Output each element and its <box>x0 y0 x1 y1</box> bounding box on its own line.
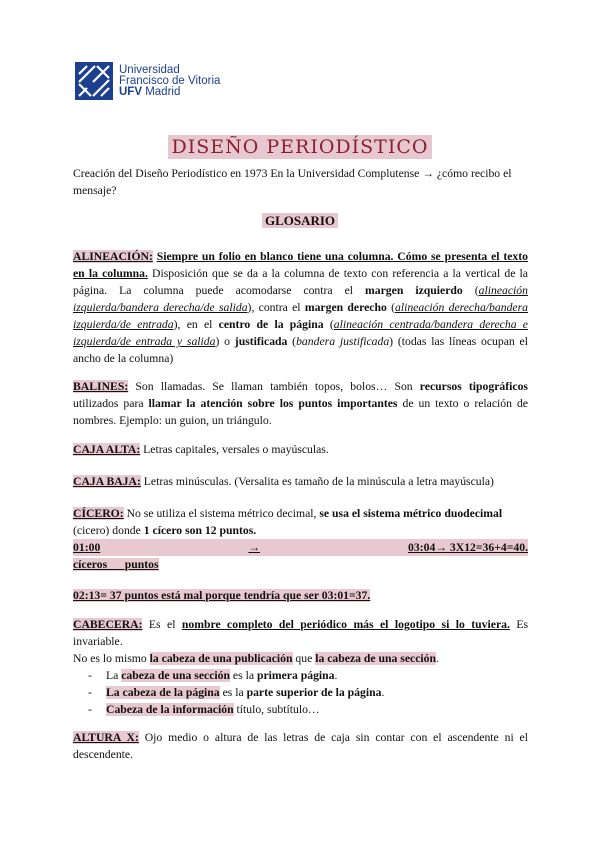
item0-a: La <box>106 669 122 682</box>
alineacion-der: margen derecho <box>304 301 387 314</box>
term-caja-alta: CAJA ALTA: <box>73 443 141 456</box>
balines-b1: recursos tipográficos <box>419 380 528 393</box>
item1-b: La cabeza de la página <box>106 686 220 699</box>
alineacion-p2: ), contra el <box>247 301 305 314</box>
cabecera-l2d: la cabeza de una sección <box>315 652 436 665</box>
dash-bullet: - <box>88 686 92 699</box>
caja-baja-text: Letras minúsculas. (Versalita es tamaño de la minúscula a letra mayúscula) <box>140 475 494 488</box>
cicero-eq-b: : <box>84 541 89 554</box>
entry-caja-alta <box>73 441 528 458</box>
logo-wordmark <box>119 65 220 98</box>
alineacion-p3: ( <box>386 301 395 314</box>
entry-balines <box>73 378 528 429</box>
cicero-eq-d: 03:04→ 3X12=36+4=40. <box>408 541 528 554</box>
entry-caja-baja <box>73 473 528 490</box>
list-item <box>88 701 528 718</box>
item0-c: es la <box>230 669 257 682</box>
balines-t2: utilizados para <box>73 397 149 410</box>
entry-altura-x <box>73 729 528 763</box>
item2-b: Cabeza de la información <box>106 703 234 716</box>
list-item <box>88 667 528 684</box>
caja-alta-text: Letras capitales, versales o mayúsculas. <box>140 443 329 456</box>
cicero-eq-units: cíceros puntos <box>73 558 159 571</box>
item1-d: parte superior de la página <box>246 686 382 699</box>
alineacion-izq-alt: alineación izquierda/bandera derecha/de salida <box>73 284 528 314</box>
cabecera-l2b: la cabeza de una publicación <box>149 652 293 665</box>
cicero-equation <box>73 539 528 556</box>
intro-paragraph: Creación del Diseño Periodístico en 1973 En la Universidad Complutense → ¿cómo recibo el mensaje? <box>73 167 512 197</box>
alineacion-cen-alt: alineación centrada/bandera derecha e izquierda/de entrada y salida <box>73 318 528 348</box>
dash-bullet: - <box>88 703 92 716</box>
alineacion-p8: ) (todas las líneas ocupan el ancho de la columna) <box>73 335 528 365</box>
alineacion-jus-alt: bandera justificada <box>296 335 390 348</box>
cicero-t2: (cicero) donde <box>73 524 144 537</box>
alineacion-der-alt: alineación derecha/bandera izquierda/de entrada <box>73 301 529 331</box>
logo-madrid: Madrid <box>142 85 181 98</box>
cabecera-t1: Es el <box>142 618 182 631</box>
ufv-logo-icon <box>75 62 113 100</box>
logo-line-1: Universidad <box>119 63 180 76</box>
cicero-b2: 1 cícero son 12 puntos. <box>143 524 257 537</box>
alineacion-p6: ) o <box>215 335 235 348</box>
university-logo <box>75 62 220 100</box>
balines-b2: llamar la atención sobre los puntos importantes <box>148 397 398 410</box>
cicero-eq-a: 01 <box>73 541 85 554</box>
alineacion-p1: ( <box>462 284 479 297</box>
item0-b: cabeza de una sección <box>121 669 230 682</box>
item1-c: es la <box>219 686 247 699</box>
logo-line-2: Francisco de Vitoria <box>119 74 221 87</box>
glossary-heading: GLOSARIO <box>262 213 338 228</box>
entry-cabecera <box>73 616 528 667</box>
cabecera-l2a: No es lo mismo <box>73 652 150 665</box>
item0-d: primera página <box>256 669 335 682</box>
cicero-eq-c: 00 <box>88 541 101 554</box>
item2-c: título, subtítulo… <box>233 703 320 716</box>
cabecera-t2: Es invariable. <box>73 618 529 648</box>
list-item <box>88 684 528 701</box>
cicero-b1: se usa el sistema métrico duodecimal <box>319 507 503 520</box>
alineacion-definition-bold: Siempre un folio en blanco tiene una columna. Cómo se presenta el texto en la columna. <box>73 250 528 280</box>
entry-cicero <box>73 505 528 604</box>
alineacion-p5: ( <box>323 318 334 331</box>
alineacion-text: Disposición que se da a la columna de texto con referencia a la vertical de la página. La columna puede acomodarse contra el <box>73 267 528 297</box>
cicero-t1: No se utiliza el sistema métrico decimal, <box>123 507 320 520</box>
balines-t1: Son llamadas. Se llaman también topos, bolos… Son <box>128 380 420 393</box>
cabecera-list <box>88 667 528 718</box>
logo-ufv: UFV <box>119 85 142 98</box>
term-altura-x: ALTURA X: <box>73 731 139 744</box>
page-title: DISEÑO PERIODÍSTICO <box>168 135 433 159</box>
cicero-note: 02:13= 37 puntos está mal porque tendría que ser 03:01=37. <box>73 589 371 602</box>
item0-e: . <box>334 669 338 682</box>
arrow-icon: → <box>248 541 260 554</box>
cabecera-l2c: que <box>292 652 316 665</box>
item1-e: . <box>381 686 385 699</box>
alineacion-izq: margen izquierdo <box>365 284 463 297</box>
term-caja-baja: CAJA BAJA: <box>73 475 141 488</box>
cabecera-l2e: . <box>435 652 439 665</box>
term-cabecera: CABECERA: <box>73 618 143 631</box>
balines-t3: de un texto o relación de nombres. Ejemplo: un guion, un triángulo. <box>73 397 528 427</box>
term-cicero: CÍCERO: <box>73 507 124 520</box>
cabecera-b1: nombre completo del periódico más el logotipo si lo tuviera. <box>181 618 510 631</box>
altura-text: Ojo medio o altura de las letras de caja sin contar con el ascendente ni el descendente. <box>73 731 528 761</box>
entry-alineacion <box>73 248 528 367</box>
alineacion-cen: centro de la página <box>218 318 324 331</box>
term-alineacion: ALINEACIÓN: <box>73 250 153 263</box>
term-balines: BALINES: <box>73 380 129 393</box>
dash-bullet: - <box>88 669 92 682</box>
alineacion-jus: justificada <box>234 335 288 348</box>
alineacion-p7: ( <box>287 335 297 348</box>
alineacion-p4: ), en el <box>173 318 219 331</box>
